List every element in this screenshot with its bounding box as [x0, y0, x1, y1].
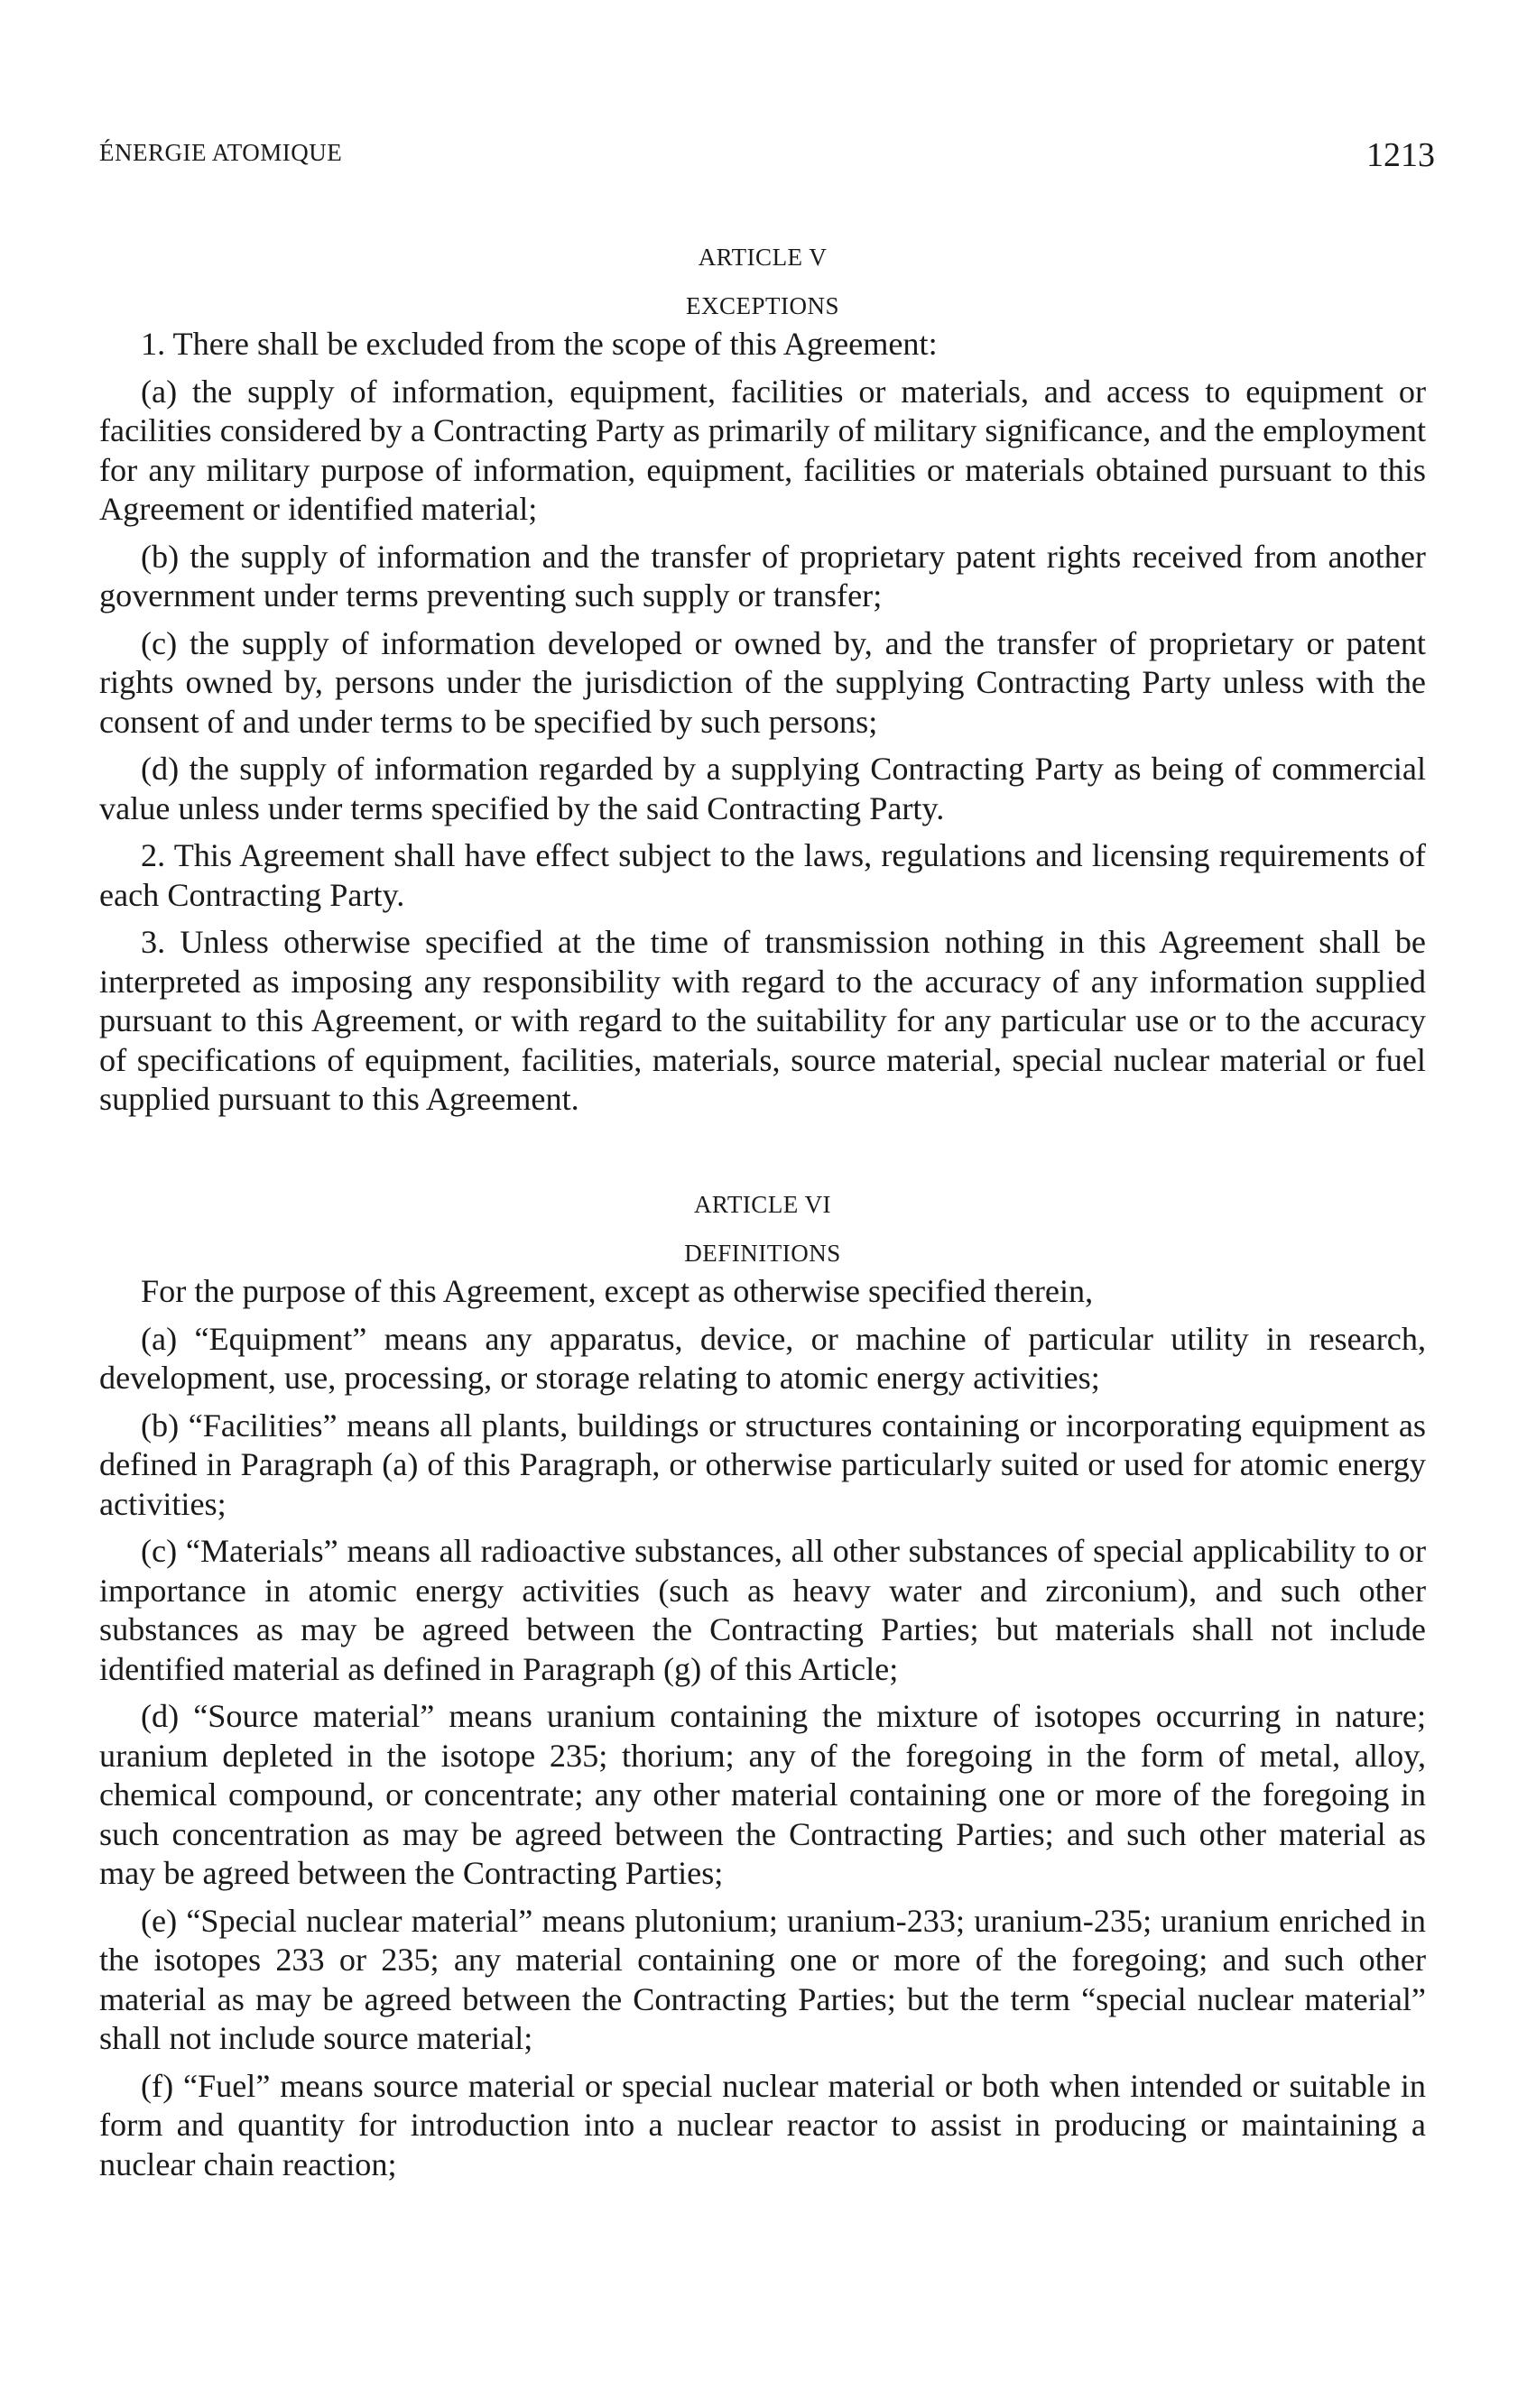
article-v-paragraph-1d: (d) the supply of information regarded by a supplying Contracting Party as being of commercial value unless under terms specified by the said Contracting Party.	[99, 751, 1426, 826]
definition-materials: (c) “Materials” means all radioactive substances, all other substances of special applicability to or importance in atomic energy activities (such as heavy water and zirconium), and such other substances as may be agreed between the Contracting Parties; but materials shall not include identified material as defined in Paragraph (g) of this Article;	[99, 1533, 1426, 1687]
definition-fuel: (f) “Fuel” means source material or special nuclear material or both when intended or suitable in form and quantity for introduction into a nuclear reactor to assist in producing or maintaining a nuclear chain reaction;	[99, 2067, 1426, 2182]
article-vi-subheading: DEFINITIONS	[684, 1240, 841, 1267]
article-v-paragraph-1: 1. There shall be excluded from the scope of this Agreement:	[141, 326, 938, 362]
article-v-heading: ARTICLE V	[698, 244, 828, 271]
article-vi-heading: ARTICLE VI	[693, 1191, 832, 1218]
article-v-paragraph-3: 3. Unless otherwise specified at the time of transmission nothing in this Agreement shall be interpreted as imposing any responsibility with regard to the accuracy of any information supplied pursuant to this Agreement, or with regard to the suitability for any particular use or to the accuracy of specifications of equipment, facilities, materials, source material, special nuclear material or fuel supplied pursuant to this Agreement.	[99, 924, 1426, 1117]
article-v-subheading: EXCEPTIONS	[685, 292, 839, 319]
running-header	[99, 135, 1435, 180]
definition-special-nuclear-material: (e) “Special nuclear material” means plutonium; uranium-233; uranium-235; uranium enriched in the isotopes 233 or 235; any material containing one or more of the foregoing; and such other material as may be agreed between the Contracting Parties; but the term “special nuclear material” shall not include source material;	[99, 1902, 1426, 2056]
definition-facilities: (b) “Facilities” means all plants, buildings or structures containing or incorporating equipment as defined in Paragraph (a) of this Paragraph, or otherwise particularly suited or used for atomic energy activities;	[99, 1407, 1426, 1522]
definition-source-material: (d) “Source material” means uranium containing the mixture of isotopes occurring in nature; uranium depleted in the isotope 235; thorium; any of the foregoing in the form of metal, alloy, chemical compound, or concentrate; any other material containing one or more of the foregoing in such concentration as may be agreed between the Contracting Parties; and such other material as may be agreed between the Contracting Parties;	[99, 1698, 1426, 1891]
running-title: ÉNERGIE ATOMIQUE	[99, 139, 343, 166]
article-v-paragraph-1c: (c) the supply of information developed or owned by, and the transfer of proprietary or patent rights owned by, persons under the jurisdiction of the supplying Contracting Party unless with the consent of and under terms to be specified by such persons;	[99, 624, 1426, 740]
article-v-paragraph-1a: (a) the supply of information, equipment, facilities or materials, and access to equipment or facilities considered by a Contracting Party as primarily of military significance, and the employment for any military purpose of information, equipment, facilities or materials obtained pursuant to this Agreement or identified material;	[99, 373, 1426, 527]
article-v-paragraph-1b: (b) the supply of information and the transfer of proprietary patent rights received from another government under terms preventing such supply or transfer;	[99, 538, 1426, 614]
definition-equipment: (a) “Equipment” means any apparatus, device, or machine of particular utility in research, development, use, processing, or storage relating to atomic energy activities;	[99, 1320, 1426, 1396]
page-number: 1213	[1366, 136, 1435, 174]
article-v-paragraph-2: 2. This Agreement shall have effect subject to the laws, regulations and licensing requirements of each Contracting Party.	[99, 837, 1426, 913]
article-vi-intro: For the purpose of this Agreement, except as otherwise specified therein,	[141, 1273, 1094, 1309]
article-vi-section	[99, 1189, 1426, 2192]
article-v-section	[99, 242, 1426, 1128]
